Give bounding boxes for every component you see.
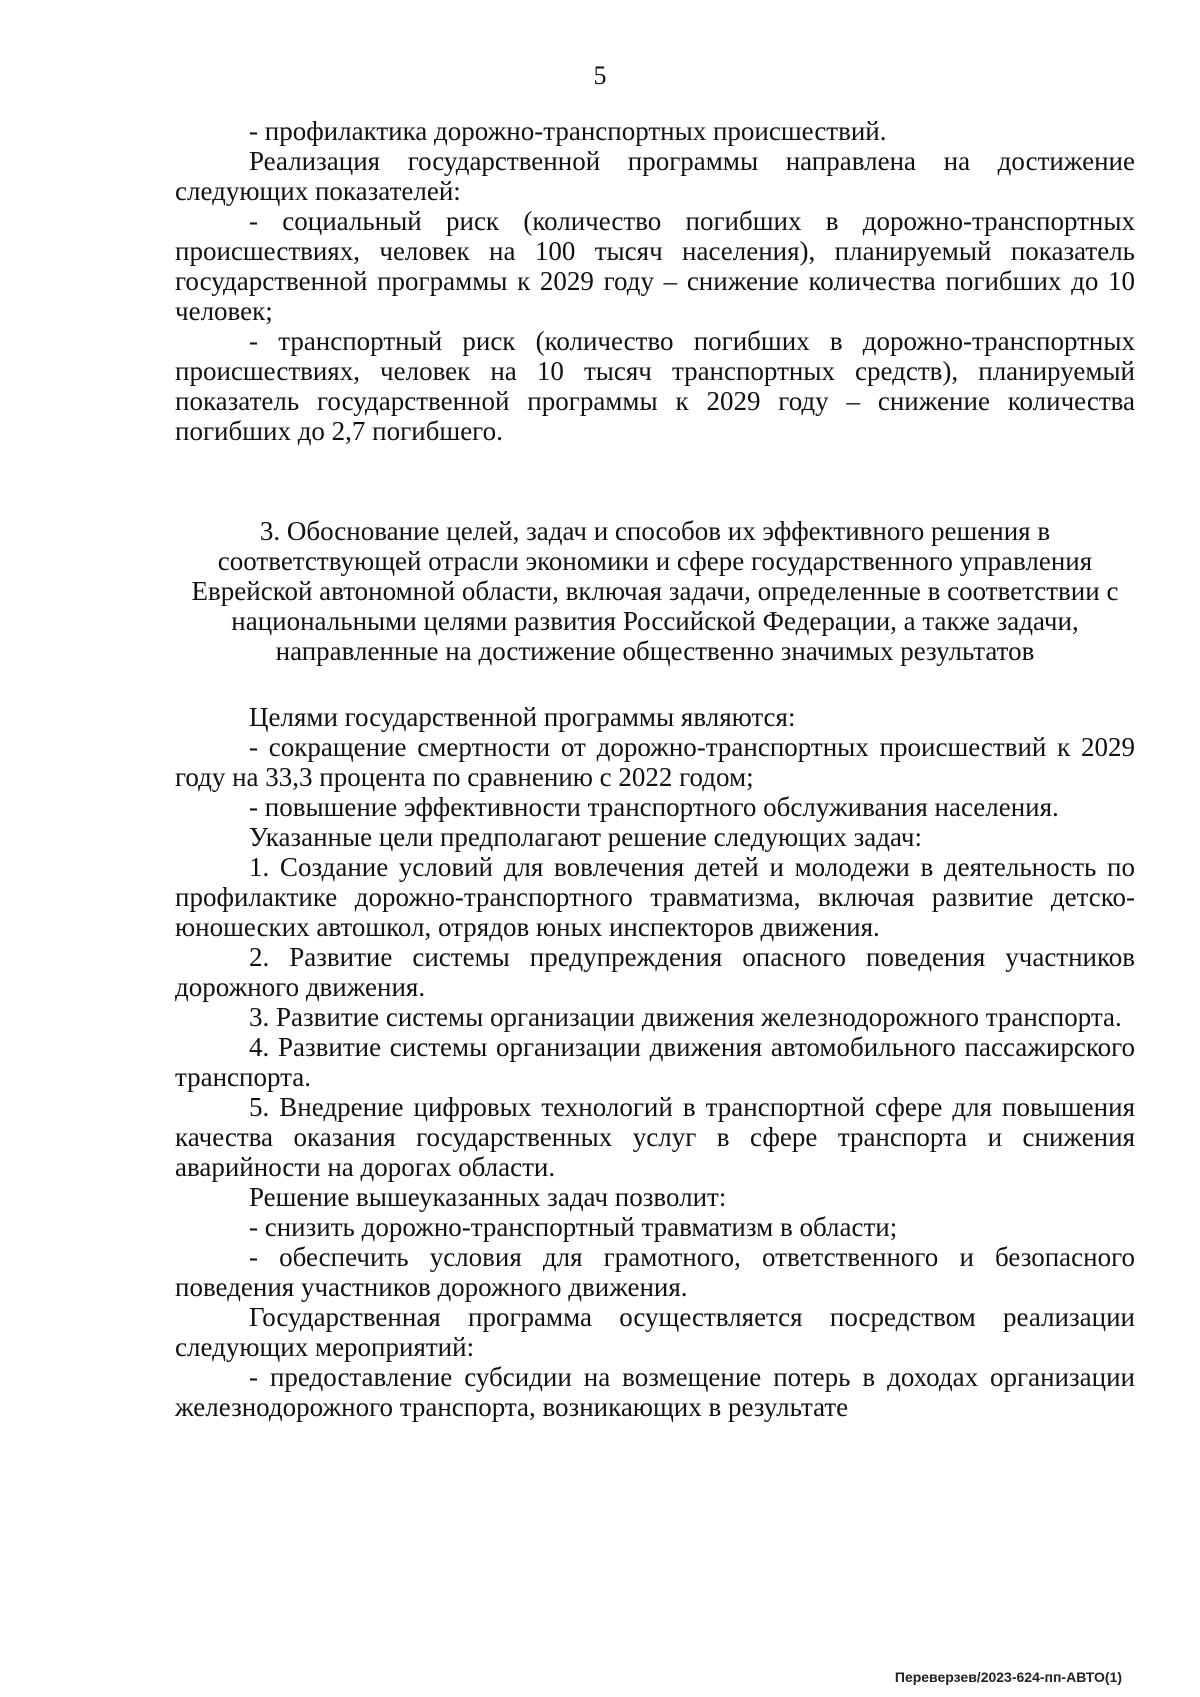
paragraph-result-2: - обеспечить условия для грамотного, ответственного и безопасного поведения участников дорожного движения. bbox=[175, 1242, 1135, 1302]
paragraph-social-risk: - социальный риск (количество погибших в дорожно-транспортных происшествиях, человек на 100 тысяч населения), планируемый показатель государственной программы к 2029 году – снижение количества погибших до 10 человек; bbox=[175, 206, 1135, 326]
paragraph-goal-efficiency: - повышение эффективности транспортного обслуживания населения. bbox=[249, 792, 1059, 822]
paragraph-result-1: - снизить дорожно-транспортный травматизм в области; bbox=[249, 1212, 898, 1242]
paragraph-results-intro: Решение вышеуказанных задач позволит: bbox=[249, 1182, 727, 1212]
footer-document-code: Переверзев/2023-624-пп-АВТО(1) bbox=[894, 1669, 1122, 1685]
paragraph-indicators-intro: Реализация государственной программы направлена на достижение следующих показателей: bbox=[175, 146, 1135, 206]
paragraph-task-4: 4. Развитие системы организации движения автомобильного пассажирского транспорта. bbox=[175, 1032, 1135, 1092]
section-heading: 3. Обоснование целей, задач и способов их эффективного решения в соответствующей отрасли экономики и сфере государственного управления Еврейской автономной области, включая задачи, определенные в соответствии с национальными целями развития Российской Федерации, а также задачи, направленные на достижение общественно значимых результатов bbox=[191, 516, 1119, 666]
paragraph-measure-subsidy: - предоставление субсидии на возмещение потерь в доходах организации железнодорожного транспорта, возникающих в результате bbox=[175, 1362, 1135, 1422]
paragraph-task-1: 1. Создание условий для вовлечения детей и молодежи в деятельность по профилактике дорожно-транспортного травматизма, включая развитие детско-юношеских автошкол, отрядов юных инспекторов движения. bbox=[175, 852, 1135, 942]
heading-spacer bbox=[175, 666, 1135, 702]
paragraph-tasks-intro: Указанные цели предполагают решение следующих задач: bbox=[249, 822, 922, 852]
section-spacer bbox=[175, 446, 1135, 516]
paragraph-prevention: - профилактика дорожно-транспортных происшествий. bbox=[249, 116, 887, 146]
paragraph-task-3: 3. Развитие системы организации движения железнодорожного транспорта. bbox=[249, 1002, 1122, 1032]
paragraph-task-5: 5. Внедрение цифровых технологий в транспортной сфере для повышения качества оказания государственных услуг в сфере транспорта и снижения аварийности на дорогах области. bbox=[175, 1092, 1135, 1182]
paragraph-transport-risk: - транспортный риск (количество погибших в дорожно-транспортных происшествиях, человек на 10 тысяч транспортных средств), планируемый показатель государственной программы к 2029 году – снижение количества погибших до 2,7 погибшего. bbox=[175, 326, 1135, 446]
page-number: 5 bbox=[593, 61, 607, 90]
paragraph-measures-intro: Государственная программа осуществляется посредством реализации следующих мероприятий: bbox=[175, 1302, 1135, 1362]
paragraph-goals-intro: Целями государственной программы являются: bbox=[249, 702, 796, 732]
paragraph-goal-mortality: - сокращение смертности от дорожно-транспортных происшествий к 2029 году на 33,3 процента по сравнению с 2022 годом; bbox=[175, 732, 1135, 792]
paragraph-task-2: 2. Развитие системы предупреждения опасного поведения участников дорожного движения. bbox=[175, 942, 1135, 1002]
document-body bbox=[175, 116, 1135, 1422]
